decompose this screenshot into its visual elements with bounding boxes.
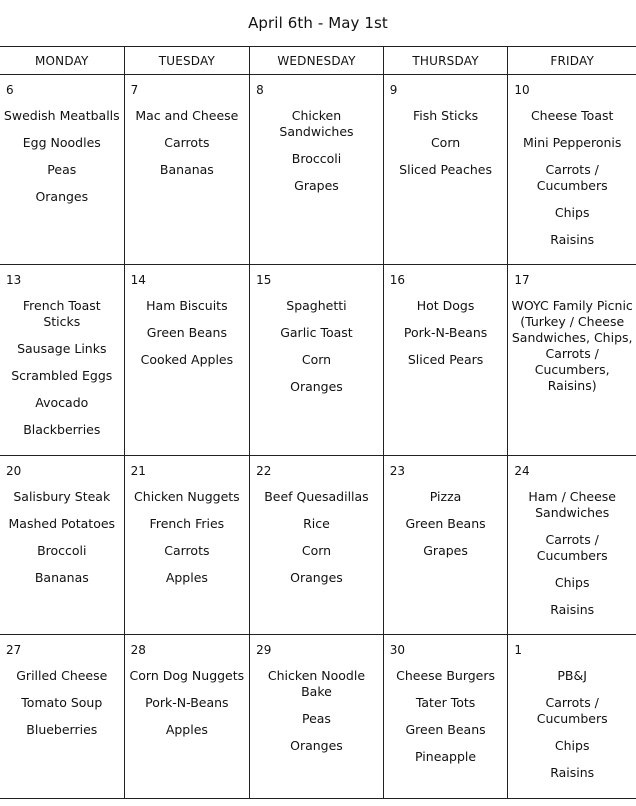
- menu-item: Mac and Cheese: [135, 108, 239, 123]
- menu-item: Chips: [554, 205, 590, 220]
- menu-item: Cooked Apples: [140, 352, 234, 367]
- menu-item-list: [125, 668, 250, 738]
- menu-item: Sliced Peaches: [399, 162, 492, 177]
- menu-item: Mashed Potatoes: [8, 516, 116, 531]
- menu-item-list: [0, 668, 124, 738]
- menu-item: Carrots / Cucumbers: [536, 162, 608, 193]
- menu-item: Corn: [301, 543, 332, 558]
- menu-item: Tater Tots: [415, 695, 476, 710]
- day-cell: [124, 75, 250, 265]
- menu-item: Peas: [47, 162, 77, 177]
- menu-item: Egg Noodles: [22, 135, 101, 150]
- menu-item: Swedish Meatballs: [3, 108, 120, 123]
- menu-item-list: [384, 108, 508, 178]
- day-number: 20: [6, 464, 22, 478]
- menu-item: Chicken Sandwiches: [279, 108, 354, 139]
- day-number: 29: [256, 643, 272, 657]
- menu-item: Hot Dogs: [416, 298, 475, 313]
- day-number: 15: [256, 273, 272, 287]
- weekday-header-thursday: THURSDAY: [383, 47, 508, 75]
- menu-item: Fish Sticks: [413, 108, 479, 123]
- menu-item: PB&J: [557, 668, 587, 683]
- menu-item-list: [0, 489, 124, 586]
- menu-item: Sliced Pears: [407, 352, 484, 367]
- day-cell: [124, 265, 250, 456]
- menu-item: Carrots: [164, 543, 210, 558]
- menu-item: Sausage Links: [17, 341, 107, 356]
- menu-item-list: [250, 489, 383, 586]
- menu-item: Chips: [554, 738, 590, 753]
- day-number: 6: [6, 83, 14, 97]
- menu-item-list: [508, 298, 636, 394]
- day-cell: [508, 456, 636, 635]
- menu-item: Apples: [165, 570, 208, 585]
- menu-item: Oranges: [290, 738, 343, 753]
- day-cell: [250, 456, 384, 635]
- menu-item: Broccoli: [291, 151, 342, 166]
- menu-item: Avocado: [35, 395, 89, 410]
- menu-item: Grilled Cheese: [16, 668, 108, 683]
- day-cell: [383, 456, 508, 635]
- menu-item-list: [0, 298, 124, 438]
- menu-item: Chicken Noodle Bake: [267, 668, 366, 699]
- menu-item: Blackberries: [23, 422, 101, 437]
- menu-item: Grapes: [294, 178, 339, 193]
- menu-item-list: [384, 668, 508, 765]
- menu-item: Scrambled Eggs: [11, 368, 113, 383]
- day-cell: [508, 265, 636, 456]
- menu-item-list: [384, 298, 508, 368]
- day-number: 1: [514, 643, 522, 657]
- menu-item: Peas: [301, 711, 331, 726]
- menu-item: Green Beans: [405, 516, 486, 531]
- menu-item: Pork-N-Beans: [403, 325, 488, 340]
- day-number: 8: [256, 83, 264, 97]
- day-number: 13: [6, 273, 22, 287]
- day-cell: [383, 265, 508, 456]
- menu-item: Pizza: [429, 489, 462, 504]
- menu-item-list: [125, 108, 250, 178]
- menu-item: Carrots: [164, 135, 210, 150]
- menu-item: Corn Dog Nuggets: [129, 668, 245, 683]
- week-row: [0, 635, 636, 799]
- weekday-header-row: [0, 47, 636, 75]
- menu-item: Ham Biscuits: [146, 298, 228, 313]
- menu-item: Bananas: [159, 162, 214, 177]
- menu-item: Blueberries: [26, 722, 98, 737]
- menu-item-list: [250, 108, 383, 194]
- menu-item: Raisins: [550, 232, 595, 247]
- day-number: 28: [130, 643, 146, 657]
- weekday-header-tuesday: TUESDAY: [124, 47, 250, 75]
- menu-item-list: [508, 108, 636, 248]
- day-number: 23: [389, 464, 406, 478]
- day-number: 21: [130, 464, 146, 478]
- menu-item: Mini Pepperonis: [522, 135, 622, 150]
- day-number: 14: [130, 273, 146, 287]
- menu-item: Beef Quesadillas: [264, 489, 369, 504]
- weekday-header-monday: MONDAY: [0, 47, 124, 75]
- menu-item: Corn: [301, 352, 332, 367]
- menu-item: Oranges: [290, 379, 343, 394]
- menu-item: Cheese Toast: [530, 108, 614, 123]
- day-number: 16: [389, 273, 406, 287]
- menu-item: Pineapple: [415, 749, 477, 764]
- day-cell: [124, 635, 250, 799]
- menu-item: Chips: [554, 575, 590, 590]
- day-cell: [383, 75, 508, 265]
- week-row: [0, 265, 636, 456]
- menu-item: Broccoli: [37, 543, 87, 558]
- menu-item: Chicken Nuggets: [134, 489, 240, 504]
- day-cell: [250, 75, 384, 265]
- day-number: 17: [514, 273, 530, 287]
- day-cell: [0, 265, 124, 456]
- menu-item: Spaghetti: [286, 298, 347, 313]
- menu-item-list: [0, 108, 124, 205]
- menu-item: Oranges: [35, 189, 89, 204]
- menu-item: Raisins: [550, 765, 595, 780]
- day-cell: [508, 75, 636, 265]
- menu-item: Carrots / Cucumbers: [536, 532, 608, 563]
- menu-item-list: [508, 489, 636, 618]
- day-cell: [383, 635, 508, 799]
- weekday-header-wednesday: WEDNESDAY: [250, 47, 384, 75]
- menu-item: Corn: [430, 135, 461, 150]
- menu-item: Oranges: [290, 570, 343, 585]
- day-number: 22: [256, 464, 272, 478]
- day-cell: [0, 635, 124, 799]
- menu-item: French Toast Sticks: [22, 298, 101, 329]
- menu-item: Pork-N-Beans: [145, 695, 229, 710]
- day-number: 30: [389, 643, 406, 657]
- day-number: 9: [389, 83, 398, 97]
- menu-item: Cheese Burgers: [396, 668, 496, 683]
- menu-item: Green Beans: [405, 722, 486, 737]
- day-cell: [0, 456, 124, 635]
- menu-item: Carrots / Cucumbers: [536, 695, 608, 726]
- menu-item: Raisins: [550, 602, 595, 617]
- menu-item: Garlic Toast: [280, 325, 353, 340]
- day-number: 10: [514, 83, 530, 97]
- day-number: 27: [6, 643, 22, 657]
- menu-item: French Fries: [149, 516, 225, 531]
- week-row: [0, 456, 636, 635]
- day-cell: [0, 75, 124, 265]
- menu-item: Tomato Soup: [21, 695, 103, 710]
- menu-calendar: [0, 46, 636, 799]
- page-title: April 6th - May 1st: [248, 14, 388, 32]
- menu-item-list: [508, 668, 636, 781]
- menu-item-list: [125, 298, 250, 368]
- weekday-header-friday: FRIDAY: [508, 47, 636, 75]
- day-cell: [124, 456, 250, 635]
- menu-item: Grapes: [423, 543, 468, 558]
- menu-item-list: [250, 298, 383, 395]
- menu-item: Bananas: [34, 570, 89, 585]
- menu-item-list: [125, 489, 250, 586]
- day-number: 7: [130, 83, 139, 97]
- menu-item: Green Beans: [146, 325, 227, 340]
- menu-item-list: [384, 489, 508, 559]
- menu-item: Ham / Cheese Sandwiches: [528, 489, 616, 520]
- day-cell: [250, 265, 384, 456]
- menu-item: WOYC Family Picnic (Turkey / Cheese Sandwiches, Chips, Carrots / Cucumbers, Raisins): [511, 298, 633, 393]
- menu-item: Apples: [165, 722, 208, 737]
- day-cell: [250, 635, 384, 799]
- menu-item: Salisbury Steak: [13, 489, 111, 504]
- day-cell: [508, 635, 636, 799]
- menu-item: Rice: [303, 516, 330, 531]
- week-row: [0, 75, 636, 265]
- menu-item-list: [250, 668, 383, 754]
- day-number: 24: [514, 464, 530, 478]
